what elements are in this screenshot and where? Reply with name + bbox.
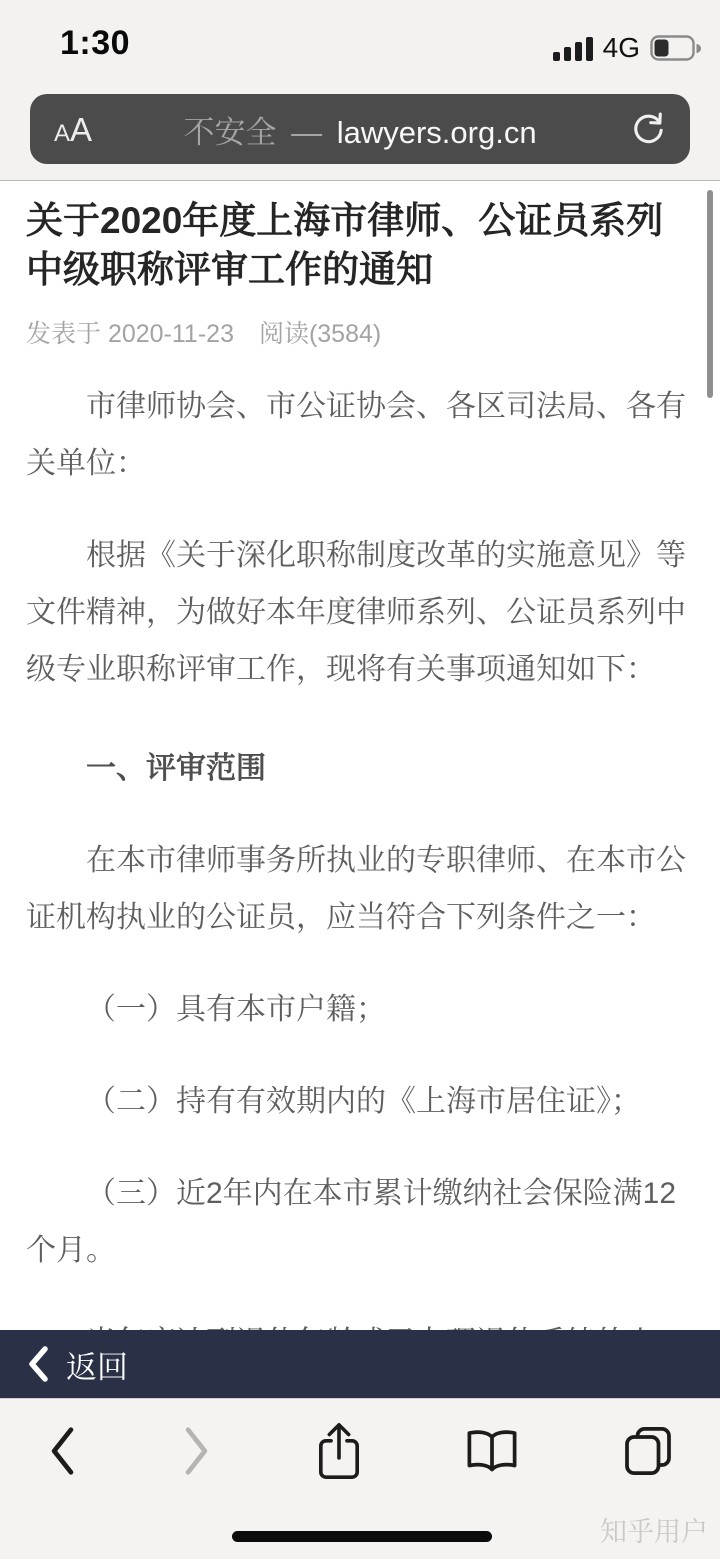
back-button[interactable] <box>44 1423 80 1479</box>
paragraph: 根据《关于深化职称制度改革的实施意见》等文件精神，为做好本年度律师系列、公证员系列中级专业职称评审工作，现将有关事项通知如下： <box>26 539 686 686</box>
tabs-icon[interactable] <box>620 1423 676 1479</box>
chevron-left-icon <box>26 1344 50 1384</box>
bookmarks-icon[interactable] <box>463 1425 521 1477</box>
paragraph: 在本市律师事务所执业的专职律师、在本市公证机构执业的公证员，应当符合下列条件之一： <box>26 844 686 934</box>
forward-button <box>179 1423 215 1479</box>
list-item: （二）持有有效期内的《上海市居住证》； <box>86 1085 641 1118</box>
home-indicator[interactable] <box>232 1531 492 1542</box>
paragraph: 市律师协会、市公证协会、各区司法局、各有关单位： <box>26 390 686 480</box>
text-size-button[interactable]: AA <box>54 110 93 148</box>
address-bar[interactable] <box>30 94 690 164</box>
section-heading: 一、评审范围 <box>86 752 266 785</box>
url-label[interactable] <box>92 107 628 152</box>
security-label: 不安全 <box>183 114 277 150</box>
webpage-content <box>0 182 720 1330</box>
status-time: 1:30 <box>60 24 131 62</box>
page-title: 关于2020年度上海市律师、公证员系列 中级职称评审工作的通知 <box>26 200 664 290</box>
share-icon[interactable] <box>314 1419 364 1483</box>
browser-chrome <box>0 0 720 181</box>
signal-strength-icon <box>553 35 593 61</box>
watermark-label: 知乎用户 <box>600 1517 708 1547</box>
status-icons <box>553 32 702 64</box>
list-item: （一）具有本市户籍； <box>86 993 386 1026</box>
article-meta <box>26 314 690 350</box>
domain-label: lawyers.org.cn <box>336 114 537 150</box>
reload-icon[interactable] <box>628 109 668 149</box>
list-item: （三）近2年内在本市累计缴纳社会保险满12个月。 <box>26 1177 677 1267</box>
article-body <box>26 378 690 1371</box>
network-type-label: 4G <box>602 32 640 63</box>
read-count: 阅读(3584) <box>258 320 382 348</box>
battery-icon <box>650 35 702 62</box>
site-back-bar[interactable] <box>0 1330 720 1398</box>
page-scrollbar[interactable] <box>707 190 713 398</box>
publish-date: 发表于 2020-11-23 <box>26 320 234 348</box>
url-separator: — <box>291 114 323 150</box>
back-bar-label: 返回 <box>66 1349 128 1385</box>
